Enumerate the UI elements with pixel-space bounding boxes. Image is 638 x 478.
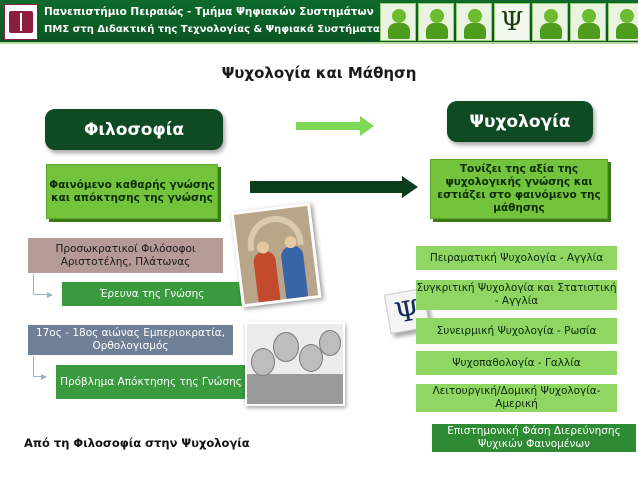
psychology-description: Τονίζει της αξία της ψυχολογικής γνώσης και εστιάζει στο φαινόμενο της μάθησης — [430, 159, 608, 219]
connector-arrow-icon — [47, 292, 53, 298]
header-university: Πανεπιστήμιο Πειραιώς - Τμήμα Ψηφιακών Συστημάτων — [44, 6, 374, 18]
psychology-heading: Ψυχολογία — [447, 101, 593, 142]
psychology-branch-item: Συγκριτική Ψυχολογία και Στατιστική - Αγγλία — [416, 280, 617, 310]
connector-line — [33, 274, 47, 295]
header-thumbnails — [380, 3, 638, 41]
psychology-branch-item: Ψυχοπαθολογία - Γαλλία — [416, 351, 617, 375]
figure-thumbnail-icon — [608, 3, 638, 41]
slide-footer: Από τη Φιλοσοφία στην Ψυχολογία — [24, 436, 250, 450]
connector-arrow-icon — [41, 374, 47, 380]
school-of-athens-image — [230, 202, 321, 307]
figure-thumbnail-icon — [532, 3, 568, 41]
philosophy-heading: Φιλοσοφία — [45, 109, 223, 150]
philosophy-period-presocratic: Προσωκρατικοί Φιλόσοφοι Αριστοτέλης, Πλάτωνας — [28, 238, 223, 273]
slide-title: Ψυχολογία και Μάθηση — [221, 64, 417, 82]
philosophy-period-17th-18th: 17ος - 18ος αιώνας Εμπεριοκρατία, Ορθολογισμός — [28, 325, 233, 355]
philosophy-description: Φαινόμενο καθαρής γνώσης και απόκτησης της γνώσης — [46, 164, 218, 219]
psychology-branch-item: Συνειρμική Ψυχολογία - Ρωσία — [416, 318, 617, 344]
university-logo-icon — [4, 4, 38, 40]
figure-thumbnail-icon — [456, 3, 492, 41]
psi-thumbnail-icon — [494, 3, 530, 41]
right-arrow-icon — [250, 176, 418, 198]
header-banner — [0, 0, 638, 44]
psychology-branch-item: Πειραματική Ψυχολογία - Αγγλία — [416, 246, 617, 270]
knowledge-acquisition-item: Πρόβλημα Απόκτησης της Γνώσης — [56, 365, 246, 399]
scientific-phase-item: Επιστημονική Φάση Διερεύνησης Ψυχικών Φαινομένων — [432, 424, 636, 452]
psychology-branch-item: Λειτουργική/Δομική Ψυχολογία- Αμερική — [416, 384, 617, 412]
connector-line — [33, 356, 41, 377]
right-arrow-icon — [296, 116, 374, 136]
figure-thumbnail-icon — [570, 3, 606, 41]
figure-thumbnail-icon — [418, 3, 454, 41]
philosophers-group-image — [245, 322, 345, 406]
header-program: ΠΜΣ στη Διδακτική της Τεχνολογίας & Ψηφιακά Συστήματα — [44, 24, 380, 35]
figure-thumbnail-icon — [380, 3, 416, 41]
knowledge-research-item: Έρευνα της Γνώσης — [62, 282, 242, 306]
